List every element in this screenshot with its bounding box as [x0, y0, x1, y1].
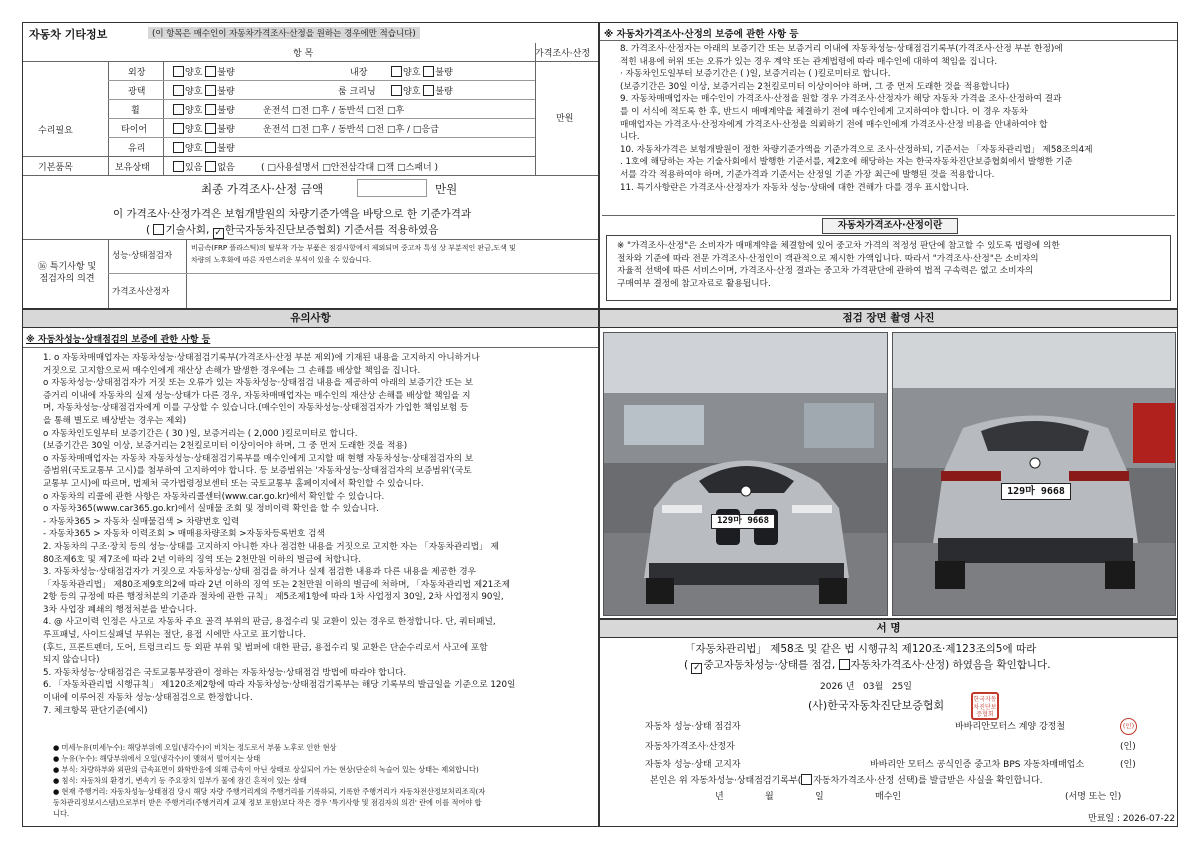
final-label: 최종 가격조사·산정 금액	[201, 182, 324, 196]
notes-header: 유의사항	[23, 310, 598, 328]
perf-text-2: 차량의 노후화에 따른 자연스러운 부식이 있을 수 있습니다.	[191, 256, 372, 264]
guarantee-line: 10. 자동차가격은 보험개발원이 정한 차량기준가액을 기준가격으로 조사·산정하되, 기준서는 「자동차관리법」 제58조의4제	[620, 144, 1093, 155]
row-tire-opts: 양호 불량	[173, 122, 235, 135]
row-exterior-label: 외장	[128, 68, 146, 78]
note-line: 3차 사업장 폐쇄의 행정처분을 받습니다.	[43, 604, 197, 615]
row-glass-label: 유리	[128, 144, 146, 154]
note-line: 80조제6호 및 제7조에 따라 2년 이하의 징역 또는 2천만원 이하의 벌금에 처합니다.	[43, 554, 362, 565]
price-unit: 만원	[556, 114, 574, 124]
assoc-stamp: 한국자동차진단보증협회	[971, 692, 999, 720]
perf-inspector-label: 성능·상태점검자	[112, 251, 173, 261]
r2-label: 자동차가격조사·산정자	[645, 742, 735, 752]
col-item: 항 목	[293, 49, 314, 59]
checkbox[interactable]	[423, 66, 434, 77]
guarantee-line: 서를 각각 적용하여야 하며, 기준가격과 기준서는 산정일 기준 가장 최근에 발행된 것을 적용합니다.	[620, 169, 995, 180]
sig-line1: 「자동차관리법」 제58조 및 같은 법 시행규칙 제120조·제123조의5에 따라	[685, 643, 1037, 655]
checkbox[interactable]	[391, 85, 402, 96]
note-line: - 자동차365 > 자동차 이력조회 > 매매용차량조회 >자동차등록번호 검색	[43, 529, 325, 540]
photos-panel	[599, 309, 1178, 619]
row-tire-label: 타이어	[121, 125, 148, 135]
box-title: 자동차가격조사·산정이란	[822, 218, 958, 234]
note-line: o 자동차성능·상태점검자가 거짓 또는 오류가 있는 자동차성능·상태점검 내용을 제공하여 아래의 보증기간 또는 보	[43, 378, 474, 389]
row-room-opts: 양호 불량	[391, 84, 453, 97]
final-amount-field[interactable]	[357, 179, 427, 197]
misc-title: 자동차 기타정보	[29, 28, 108, 41]
criteria-line: ● 누유(누수): 해당부위에서 오일(냉각수)이 맺혀서 떨어지는 상태	[53, 754, 261, 763]
final-unit: 만원	[435, 182, 458, 196]
sig-line2: ( ✓ 중고자동차성능·상태를 점검, 자동차가격조사·산정) 하였음을 확인합니다.	[684, 659, 1051, 673]
box-line: ※ "가격조사·산정"은 소비자가 매매계약을 체결함에 있어 중고차 가격의 적정성 판단에 참고할 수 있도록 법령에 의한	[617, 241, 1060, 251]
checkbox[interactable]	[173, 161, 184, 172]
price-guarantee-panel	[599, 22, 1178, 309]
r3-seal: (인)	[1120, 760, 1136, 770]
checkbox[interactable]	[205, 85, 216, 96]
row-wheel-extra: 운전석 □전 □후 / 동반석 □전 □후	[263, 106, 405, 116]
guarantee-line: · 자동차인도일부터 보증기간은 ( )일, 보증거리는 ( )킬로미터로 합니다.	[620, 69, 891, 80]
col-price: 가격조사·산정	[535, 49, 591, 59]
car-rear-photo	[892, 332, 1176, 616]
remark-label: ⑯ 특기사항 및 점검자의 의견	[37, 262, 97, 284]
note-line: 되지 않습니다)	[43, 655, 100, 666]
notes-title: ※ 자동차성능·상태점검의 보증에 관한 사항 등	[26, 335, 211, 345]
checkbox-kada[interactable]: ✓	[214, 228, 222, 238]
note-line: 3. 자동차성능·상태점검자가 거짓으로 자동차성능·상태 점검을 하거나 실제 점검한 내용과 다른 내용을 제공한 경우	[43, 567, 476, 578]
criteria-lines	[53, 742, 485, 819]
box-line: 구매여부 결정에 참고자료로 활용됩니다.	[617, 278, 771, 289]
signature-panel	[599, 619, 1178, 827]
guarantee-title-text: ※ 자동차가격조사·산정의 보증에 관한 사항 등	[604, 29, 799, 40]
checkbox-perf[interactable]: ✓	[693, 663, 701, 673]
checkbox[interactable]	[205, 123, 216, 134]
guarantee-line: 니다.	[620, 132, 640, 143]
note-line: o 자동차의 리콜에 관한 사항은 자동차리콜센터(www.car.go.kr)에서 확인할 수 있습니다.	[43, 491, 385, 502]
note-line: 6. 「자동차관리법 시행규칙」 제120조제2항에 따라 자동차성능·상태점검기록부는 해당 기록부의 발급일을 기준으로 120일	[43, 680, 516, 691]
row-interior-opts: 양호 불량	[391, 65, 453, 78]
criteria-line: 동차관리정보시스템)으로부터 받은 주행거리(주행거리계 교체 정보 포함)보다 작은 경우 '특기사항 및 점검자의 의견' 란에 이를 적어야 합	[53, 798, 482, 807]
misc-info-panel	[22, 22, 599, 309]
misc-subtitle: (이 항목은 매수인이 자동차가격조사·산정을 원하는 경우에만 적습니다)	[148, 27, 420, 39]
sig-date: 2026 년 03월 25일	[820, 682, 912, 692]
basic-opts: 있음 없음	[173, 160, 235, 173]
checkbox[interactable]	[173, 142, 184, 153]
criteria-line: ● 부식: 차량하부와 외판의 금속표면이 화학반응에 의해 금속이 아닌 상태로 상실되어 가는 현상(단순히 녹슬어 있는 상태는 제외합니다)	[53, 765, 479, 774]
checkbox[interactable]	[205, 104, 216, 115]
checkbox[interactable]	[205, 66, 216, 77]
buyer-year: 년	[715, 792, 724, 802]
confirm-text: 본인은 위 자동차성능·상태점검기록부( 자동차가격조사·산정 선택)를 발급받은 사실을 확인합니다.	[650, 776, 1043, 786]
buyer-label: 매수인	[875, 792, 902, 802]
checkbox[interactable]	[173, 85, 184, 96]
guarantee-line: . 1호에 해당하는 자는 기술사회에서 발행한 기준서를, 제2호에 해당하는 자는 한국자동차진단보증협회에서 발행한 기준	[620, 157, 1073, 168]
note-line: 1. o 자동차매매업자는 자동차성능·상태점검기록부(가격조사·산정 부분 제외)에 기재된 내용을 고지하지 아니하거나	[43, 353, 480, 363]
definition-box	[606, 235, 1171, 301]
signature-header: 서 명	[600, 620, 1177, 638]
note-line: o 자동차매매업자는 자동차 자동차성능·상태점검기록부를 매수인에게 고지할 때 현행 자동차성능·상태점검자의 보	[43, 453, 474, 464]
price-inspector-label: 가격조사산정자	[112, 287, 170, 297]
r3-value: 바바리안 모터스 공식인증 중고차 BPS 자동차매매업소	[870, 760, 1085, 770]
criteria-line: ● 미세누유(미세누수): 해당부위에 오일(냉각수)이 비치는 정도로서 부품 노후로 인한 현상	[53, 743, 337, 752]
note-line: o 자동차인도일부터 보증기간은 ( 30 )일, 보증거리는 ( 2,000 )킬로미터로 합니다.	[43, 428, 358, 439]
base-line2: ( 기술사회, ✓ 한국자동차진단보증협회) 기준서를 적용하였음	[146, 224, 439, 238]
row-wheel-label: 휠	[131, 106, 140, 116]
guarantee-line: 적힌 내용에 허위 또는 오류가 있는 경우 계약 또는 관계법령에 따라 매수인에 대하여 책임을 집니다.	[620, 56, 998, 67]
checkbox[interactable]	[205, 161, 216, 172]
note-line: o 자동차365(www.car365.go.kr)에서 실매물 조회 및 정비이력 확인을 할 수 있습니다.	[43, 504, 380, 515]
row-gloss-opts: 양호 불량	[173, 84, 235, 97]
note-line: 증범위(국토교통부 고시)를 첨부하여 고지하여야 합니다. 등 보증범위는 '자동차성능·상태점검자의 보증범위'(국토	[43, 466, 472, 477]
perf-text-1: 비금속(FRP 플라스틱)의 탈부착 가능 부품은 점검사항에서 제외되며 중고차 특성 상 부분적인 판금,도색 및	[191, 244, 516, 252]
note-line: 5. 자동차성능·상태점검은 국토교통부장관이 정하는 자동차성능·상태점검 방법에 따라야 합니다.	[43, 667, 407, 678]
guarantee-line: 8. 가격조사·산정자는 아래의 보증기간 또는 보증거리 이내에 자동차성능·상태점검기록부(가격조사·산정 부분 한정)에	[620, 44, 1063, 54]
photos-header: 점검 장면 촬영 사진	[600, 310, 1177, 328]
note-line: 며, 자동차성능·상태점검자에게 이를 구상할 수 있습니다.(매수인이 자동차성능·상태점검자가 가입한 책임보험 등	[43, 403, 469, 414]
assoc-name: (사)한국자동차진단보증협회	[808, 699, 945, 712]
base-line1: 이 가격조사·산정가격은 보험개발원의 차량기준가액을 바탕으로 한 기준가격과	[113, 208, 472, 220]
checkbox[interactable]	[423, 85, 434, 96]
guarantee-lines	[620, 43, 1093, 194]
row-exterior-opts: 양호 불량	[173, 65, 235, 78]
criteria-line: ● 현재 주행거리: 자동차성능·상태점검 당시 해당 자량 주행거리계의 주행거리를 기록하되, 기록한 주행거리가 자동차전산정보처리조직(자	[53, 787, 486, 796]
r2-value: (인)	[1120, 742, 1136, 752]
guarantee-line: 매매업자는 가격조사·산정자에게 가격조사·산정을 의뢰하기 전에 매수인에게 가격조사·산정 비용을 안내하여야 합	[620, 119, 1048, 130]
basic-label: 기본품목	[38, 163, 73, 173]
checkbox-tech[interactable]	[153, 224, 164, 235]
buyer-month: 월	[765, 792, 774, 802]
criteria-line: ● 침식: 자동차의 환경기, 변속기 등 주요장치 일부가 물에 잠긴 흔적이 있는 상태	[53, 776, 307, 785]
note-line: 2항 등의 규정에 따른 행정처분의 기준과 절차에 관한 규칙」 제5조제1항에 따라 1차 사업정지 30일, 2차 사업정지 90일,	[43, 592, 504, 603]
inspector-seal: (인)	[1120, 718, 1137, 735]
buyer-day: 일	[815, 792, 824, 802]
checkbox[interactable]	[205, 142, 216, 153]
row-interior-label: 내장	[350, 68, 368, 78]
box-line: 자율적 선택에 따른 서비스이며, 가격조사·산정 결과는 중고차 가격판단에 관하여 법적 구속력은 없고 소비자의	[617, 266, 1034, 277]
note-line: 2. 자동차의 구조·장치 등의 성능·상태를 고지하지 아니한 자나 점검한 내용을 거짓으로 고지한 자는 「자동차관리법」 제	[43, 541, 499, 552]
car-front-illustration	[604, 333, 888, 616]
notes-panel	[22, 309, 599, 827]
row-gloss-label: 광택	[128, 87, 146, 97]
guarantee-line: 11. 특기사항란은 가격조사·산정자가 자동차 성능·상태에 대한 견해가 다를 경우 표시합니다.	[620, 182, 970, 193]
basic-status-label: 보유상태	[115, 163, 150, 173]
guarantee-line: 9. 자동차매매업자는 매수인이 가격조사·산정을 원할 경우 가격조사·산정자가 해당 자동차 가격을 조사·산정하여 결과	[620, 94, 1062, 105]
note-line: 을 통해 별도로 배상받는 경우는 제외)	[43, 415, 187, 426]
r1-label: 자동차 성능·상태 점검자	[645, 722, 741, 732]
checkbox[interactable]	[391, 66, 402, 77]
row-tire-extra: 운전석 □전 □후 / 동반석 □전 □후 / □응급	[263, 125, 439, 135]
note-line: 루프패널, 사이드실패널 부위는 절단, 용접 시에만 사고로 표기합니다.	[43, 630, 306, 641]
checkbox-confirm[interactable]	[801, 774, 812, 785]
expiry-date: 만료일 : 2026-07-22	[1088, 814, 1176, 824]
note-line: 4. @ 사고이력 인정은 사고로 자동차 주요 골격 부위의 판금, 용접수리 및 교환이 있는 경우로 한정합니다. 단, 쿼터패널,	[43, 617, 496, 628]
r1-value: 바바리안모터스 계양 강정철	[955, 722, 1066, 732]
note-line: (보증기간은 30일 이상, 보증거리는 2천킬로미터 이상이어야 하며, 그 중 먼저 도래한 것을 적용)	[43, 441, 408, 452]
repair-label: 수리필요	[38, 126, 73, 136]
criteria-line: 니다.	[53, 809, 70, 818]
note-line: 이내에 이루어진 자동차 성능·상태점검으로 한정합니다.	[43, 693, 253, 704]
row-room-label: 룸 크리닝	[338, 87, 376, 97]
checkbox[interactable]	[173, 104, 184, 115]
basic-items: ( □사용설명서 □안전삼각대 □잭 □스패너 )	[261, 163, 439, 173]
note-line: 거짓으로 고지함으로써 매수인에게 재산상 손해가 발생한 경우에는 그 손해를 배상할 책임을 집니다.	[43, 365, 421, 376]
r3-label: 자동차 성능·상태 고지자	[645, 760, 741, 770]
note-line: 증거리 이내에 자동차의 실제 성능·상태가 다른 경우, 자동차매매업자는 매수인의 재산상 손해를 배상할 책임을 지	[43, 390, 471, 401]
note-line: 교통부 고시)에 따르며, 법제처 국가법령정보센터 또는 국토교통부 홈페이지에서 확인할 수 있습니다.	[43, 478, 424, 489]
box-line: 절차와 기준에 따라 전문 가격조사·산정인이 객관적으로 제시한 가액입니다. 따라서 "가격조사·산정"은 소비자의	[617, 253, 1039, 264]
note-line: 7. 체크항목 판단기준(예시)	[43, 705, 148, 716]
plate-rear: 129마 9668	[1001, 483, 1071, 500]
car-rear-illustration	[893, 333, 1176, 616]
checkbox[interactable]	[173, 66, 184, 77]
buyer-sign: (서명 또는 인)	[1065, 792, 1122, 802]
row-wheel-opts: 양호 불량	[173, 103, 235, 116]
guarantee-line: (보증기간은 30일 이상, 보증거리는 2천킬로미터 이상이어야 하며, 그 중 먼저 도래한 것을 적용합니다)	[620, 81, 1010, 92]
note-line: - 자동차365 > 자동차 실매물검색 > 차량번호 입력	[43, 516, 240, 527]
car-front-photo	[603, 332, 888, 616]
plate-front: 129마 9668	[711, 514, 775, 529]
guarantee-line: 를 이 서식에 적도록 한 후, 반드시 매매계약을 체결하기 전에 매수인에게 고지하여야 합니다. 이 경우 자동차	[620, 106, 1028, 117]
notes-lines	[43, 352, 515, 717]
checkbox[interactable]	[173, 123, 184, 134]
note-line: (후드, 프론트펜더, 도어, 트렁크리드 등 외판 부위 및 범퍼에 대한 판금, 용접수리 및 교환은 단순수리로서 사고에 포함	[43, 642, 488, 653]
note-line: 「자동차관리법」 제80조제9호의2에 따라 2년 이하의 징역 또는 2천만원 이하의 벌금에 처하며, 「자동차관리법 제21조제	[43, 579, 511, 590]
checkbox-price[interactable]	[839, 659, 850, 670]
row-glass-opts: 양호 불량	[173, 141, 235, 154]
